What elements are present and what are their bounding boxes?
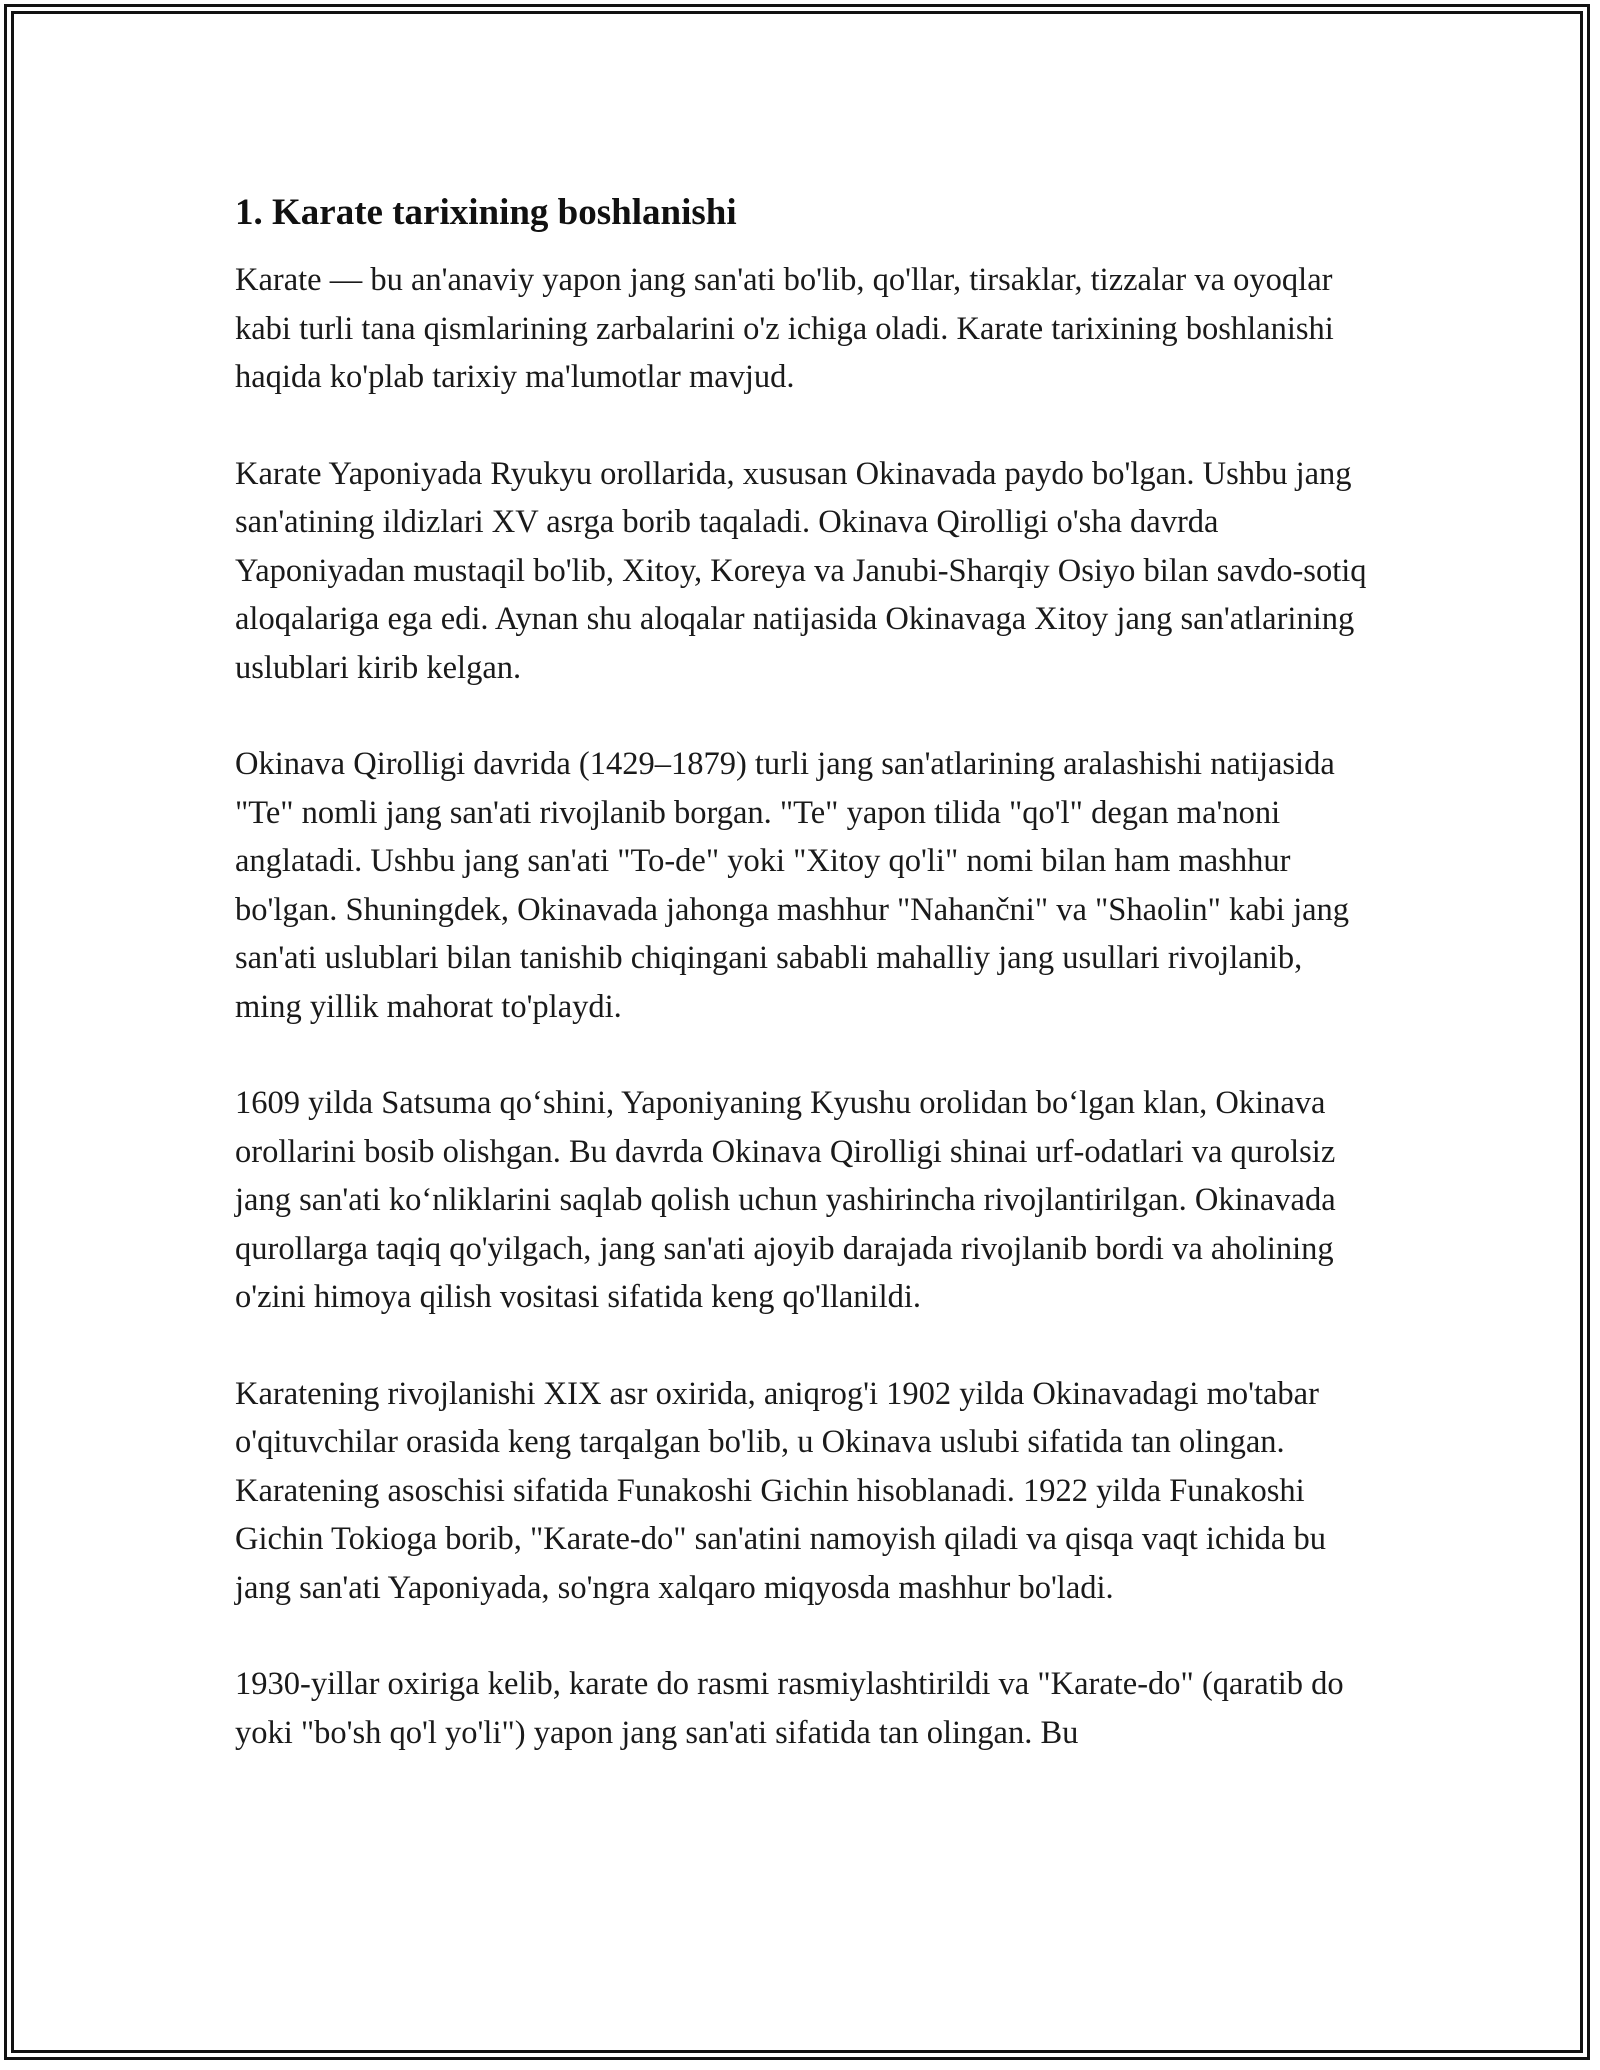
paragraph-6: 1930-yillar oxiriga kelib, karate do rasmi rasmiylashtirildi va "Karate-do" (qaratib do yoki "bo'sh qo'l yo'li") yapon jang san'ati sifatida tan olingan. Bu xyxy=(235,1666,1344,1751)
paragraph-1: Karate — bu an'anaviy yapon jang san'ati bo'lib, qo'llar, tirsaklar, tizzalar va oyoqlar kabi turli tana qismlarining zarbalarini o'z ichiga oladi. Karate tarixining boshlanishi haqida ko'plab tarixiy ma'lumotlar mavjud. xyxy=(235,262,1334,395)
paragraph-4: 1609 yilda Satsuma qoʻshini, Yaponiyaning Kyushu orolidan boʻlgan klan, Okinava orollarini bosib olishgan. Bu davrda Okinava Qirolligi shinai urf-odatlari va qurolsiz jang san'ati koʻnliklarini saqlab qolish uchun yashirincha rivojlantirilgan. Okinavada qurollarga taqiq qo'yilgach, jang san'ati ajoyib darajada rivojlanib bordi va aholining o'zini himoya qilish vositasi sifatida keng qo'llanildi. xyxy=(235,1085,1336,1315)
paragraph-2: Karate Yaponiyada Ryukyu orollarida, xususan Okinavada paydo bo'lgan. Ushbu jang san'atining ildizlari XV asrga borib taqaladi. Okinava Qirolligi o'sha davrda Yaponiyadan mustaqil bo'lib, Xitoy, Koreya va Janubi-Sharqiy Osiyo bilan savdo-sotiq aloqalariga ega edi. Aynan shu aloqalar natijasida Okinavaga Xitoy jang san'atlarining uslublari kirib kelgan. xyxy=(235,455,1367,686)
document-body xyxy=(235,186,1370,1757)
paragraph-3: Okinava Qirolligi davrida (1429–1879) turli jang san'atlarining aralashishi natijasida "Te" nomli jang san'ati rivojlanib borgan. "Te" yapon tilida "qo'l" degan ma'noni anglatadi. Ushbu jang san'ati "To-de" yoki "Xitoy qo'li" nomi bilan ham mashhur bo'lgan. Shuningdek, Okinavada jahonga mashhur "Nahančni" va "Shaolin" kabi jang san'ati uslublari bilan tanishib chiqingani sababli mahalliy jang usullari rivojlanib, ming yillik mahorat to'playdi. xyxy=(235,746,1350,1025)
paragraph-5: Karatening rivojlanishi XIX asr oxirida, aniqrog'i 1902 yilda Okinavadagi mo'tabar o'qituvchilar orasida keng tarqalgan bo'lib, u Okinava uslubi sifatida tan olingan. Karatening asoschisi sifatida Funakoshi Gichin hisoblanadi. 1922 yilda Funakoshi Gichin Tokioga borib, "Karate-do" san'atini namoyish qiladi va qisqa vaqt ichida bu jang san'ati Yaponiyada, so'ngra xalqaro miqyosda mashhur bo'ladi. xyxy=(235,1375,1326,1606)
section-heading: 1. Karate tarixining boshlanishi xyxy=(235,192,737,233)
